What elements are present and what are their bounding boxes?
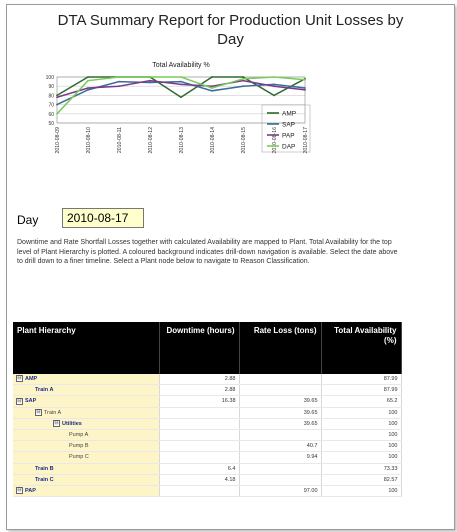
downtime-cell: 6.4 bbox=[159, 463, 239, 474]
collapse-toggle-icon[interactable]: ⊟ bbox=[17, 375, 22, 382]
data-point bbox=[211, 87, 213, 89]
data-point bbox=[304, 79, 306, 81]
plant-node-label: Pump C bbox=[69, 454, 89, 461]
plant-node-cell[interactable] bbox=[13, 485, 159, 496]
collapse-toggle-icon[interactable]: ⊟ bbox=[17, 487, 22, 494]
availability-cell: 65.2 bbox=[321, 396, 401, 407]
plant-node-label: Pump A bbox=[69, 432, 89, 439]
y-tick-label: 50 bbox=[48, 121, 54, 127]
y-tick-label: 90 bbox=[48, 84, 54, 91]
rate-loss-cell: 97.00 bbox=[239, 485, 321, 496]
downtime-cell bbox=[159, 418, 239, 429]
data-point bbox=[149, 80, 151, 82]
day-date-input[interactable] bbox=[62, 208, 144, 228]
plant-node-cell[interactable] bbox=[13, 463, 159, 474]
data-point bbox=[211, 85, 213, 87]
x-tick-label: 2010-08-14 bbox=[209, 127, 216, 154]
availability-cell: 100 bbox=[321, 429, 401, 440]
plant-node-label: Pump B bbox=[69, 443, 89, 450]
availability-cell: 100 bbox=[321, 418, 401, 429]
availability-cell: 82.57 bbox=[321, 474, 401, 485]
collapse-toggle-icon[interactable]: ⊟ bbox=[17, 397, 22, 404]
plant-node-cell[interactable] bbox=[13, 407, 159, 418]
data-point bbox=[180, 81, 182, 83]
data-point bbox=[242, 85, 244, 87]
rate-loss-cell bbox=[239, 463, 321, 474]
downtime-cell: 16.38 bbox=[159, 396, 239, 407]
x-tick-label: 2010-08-09 bbox=[54, 127, 61, 154]
table-row bbox=[13, 418, 401, 429]
plant-node-link[interactable]: SAP bbox=[25, 398, 37, 405]
header-total-availability[interactable]: Total Availability (%) bbox=[321, 322, 401, 374]
data-point bbox=[180, 76, 182, 78]
plant-hierarchy-table bbox=[13, 322, 402, 497]
table-row bbox=[13, 474, 401, 485]
data-point bbox=[118, 81, 120, 83]
plant-node-cell[interactable] bbox=[13, 385, 159, 396]
data-point bbox=[273, 95, 275, 97]
report-frame bbox=[6, 4, 455, 530]
table-row bbox=[13, 463, 401, 474]
rate-loss-cell bbox=[239, 385, 321, 396]
rate-loss-cell: 40.7 bbox=[239, 441, 321, 452]
data-point bbox=[242, 76, 244, 78]
data-point bbox=[118, 76, 120, 78]
data-point bbox=[211, 76, 213, 78]
plant-node-link[interactable]: PAP bbox=[25, 487, 36, 494]
table-row bbox=[13, 396, 401, 407]
availability-cell: 100 bbox=[321, 441, 401, 452]
y-tick-label: 60 bbox=[48, 111, 54, 118]
x-tick-label: 2010-08-10 bbox=[85, 127, 92, 154]
rate-loss-cell: 39.65 bbox=[239, 418, 321, 429]
data-point bbox=[211, 90, 213, 92]
availability-cell: 100 bbox=[321, 407, 401, 418]
data-point bbox=[87, 76, 89, 78]
legend-label: DAP bbox=[282, 143, 296, 151]
data-point bbox=[87, 80, 89, 82]
plant-node-cell[interactable] bbox=[13, 418, 159, 429]
collapse-toggle-icon[interactable]: ⊟ bbox=[54, 419, 59, 426]
plant-node-cell[interactable] bbox=[13, 429, 159, 440]
data-point bbox=[149, 76, 151, 78]
downtime-cell bbox=[159, 452, 239, 463]
x-tick-label: 2010-08-17 bbox=[302, 127, 309, 154]
report-description: Downtime and Rate Shortfall Losses together with calculated Availability are mapped to Plant. Total Availability for the top level of Plant Hierarchy is plotted. A coloured background indicates drill-down navigation is available. Select the date above to drill down to a finer timeline. Select a Plant node below to navigate to Reason Classification. bbox=[17, 239, 398, 265]
day-label: Day bbox=[17, 213, 39, 227]
downtime-cell: 4.18 bbox=[159, 474, 239, 485]
y-tick-label: 100 bbox=[45, 75, 54, 81]
x-tick-label: 2010-08-11 bbox=[116, 127, 123, 154]
plant-node-link[interactable]: Train C bbox=[35, 476, 54, 483]
downtime-cell bbox=[159, 429, 239, 440]
data-point bbox=[118, 85, 120, 87]
data-point bbox=[304, 87, 306, 89]
availability-cell: 87.99 bbox=[321, 374, 401, 385]
table-row bbox=[13, 429, 401, 440]
chart-title: Total Availability % bbox=[152, 62, 210, 69]
data-point bbox=[87, 89, 89, 91]
rate-loss-cell bbox=[239, 474, 321, 485]
data-point bbox=[304, 89, 306, 91]
rate-loss-cell bbox=[239, 429, 321, 440]
plant-node-link[interactable]: Train B bbox=[35, 465, 54, 472]
rate-loss-cell: 39.65 bbox=[239, 396, 321, 407]
data-point bbox=[56, 96, 58, 98]
data-point bbox=[56, 95, 58, 97]
rate-loss-cell: 39.65 bbox=[239, 407, 321, 418]
data-point bbox=[273, 85, 275, 87]
data-point bbox=[56, 113, 58, 115]
data-point bbox=[180, 96, 182, 98]
data-point bbox=[180, 83, 182, 85]
table-row bbox=[13, 385, 401, 396]
legend-label: PAP bbox=[282, 132, 295, 140]
x-tick-label: 2010-08-12 bbox=[147, 127, 154, 154]
collapse-toggle-icon[interactable]: ⊟ bbox=[36, 408, 41, 415]
availability-cell: 87.99 bbox=[321, 385, 401, 396]
downtime-cell bbox=[159, 441, 239, 452]
data-point bbox=[149, 82, 151, 84]
table-row bbox=[13, 485, 401, 496]
plant-node-cell[interactable] bbox=[13, 474, 159, 485]
availability-cell: 73.33 bbox=[321, 463, 401, 474]
data-point bbox=[273, 83, 275, 85]
plant-node-link[interactable]: AMP bbox=[25, 376, 38, 383]
plant-node-cell[interactable] bbox=[13, 396, 159, 407]
x-tick-label: 2010-08-16 bbox=[271, 127, 278, 154]
y-tick-label: 70 bbox=[48, 102, 54, 109]
plant-node-cell[interactable] bbox=[13, 452, 159, 463]
availability-cell: 100 bbox=[321, 452, 401, 463]
data-point bbox=[56, 104, 58, 106]
data-point bbox=[242, 80, 244, 82]
data-point bbox=[242, 78, 244, 80]
table-row bbox=[13, 452, 401, 463]
legend-label: SAP bbox=[282, 121, 296, 129]
header-downtime[interactable]: Downtime (hours) bbox=[159, 322, 239, 374]
downtime-cell bbox=[159, 407, 239, 418]
plant-node-cell[interactable] bbox=[13, 441, 159, 452]
downtime-cell: 2.88 bbox=[159, 374, 239, 385]
table-row bbox=[13, 441, 401, 452]
plant-node-cell[interactable] bbox=[13, 374, 159, 385]
legend-label: AMP bbox=[282, 110, 297, 118]
plant-node-link[interactable]: Utilities bbox=[62, 420, 82, 427]
report-title-line2: Day bbox=[217, 31, 244, 48]
report-title bbox=[7, 11, 454, 49]
report-title-line1: DTA Summary Report for Production Unit Losses by bbox=[57, 12, 404, 29]
availability-chart bbox=[15, 57, 315, 185]
x-tick-label: 2010-08-15 bbox=[240, 127, 247, 154]
header-rate-loss[interactable]: Rate Loss (tons) bbox=[239, 322, 321, 374]
plant-node-link[interactable]: Train A bbox=[35, 387, 54, 394]
plant-node-label: Train A bbox=[44, 409, 62, 416]
y-tick-label: 80 bbox=[48, 93, 54, 100]
downtime-cell bbox=[159, 485, 239, 496]
table-row bbox=[13, 407, 401, 418]
x-tick-label: 2010-08-13 bbox=[178, 127, 185, 154]
table-row bbox=[13, 374, 401, 385]
table-header-row bbox=[13, 322, 401, 374]
header-plant-hierarchy[interactable]: Plant Hierarchy bbox=[13, 322, 159, 374]
data-point bbox=[87, 87, 89, 89]
availability-cell: 100 bbox=[321, 485, 401, 496]
rate-loss-cell: 9.94 bbox=[239, 452, 321, 463]
downtime-cell: 2.88 bbox=[159, 385, 239, 396]
rate-loss-cell bbox=[239, 374, 321, 385]
data-point bbox=[273, 76, 275, 78]
